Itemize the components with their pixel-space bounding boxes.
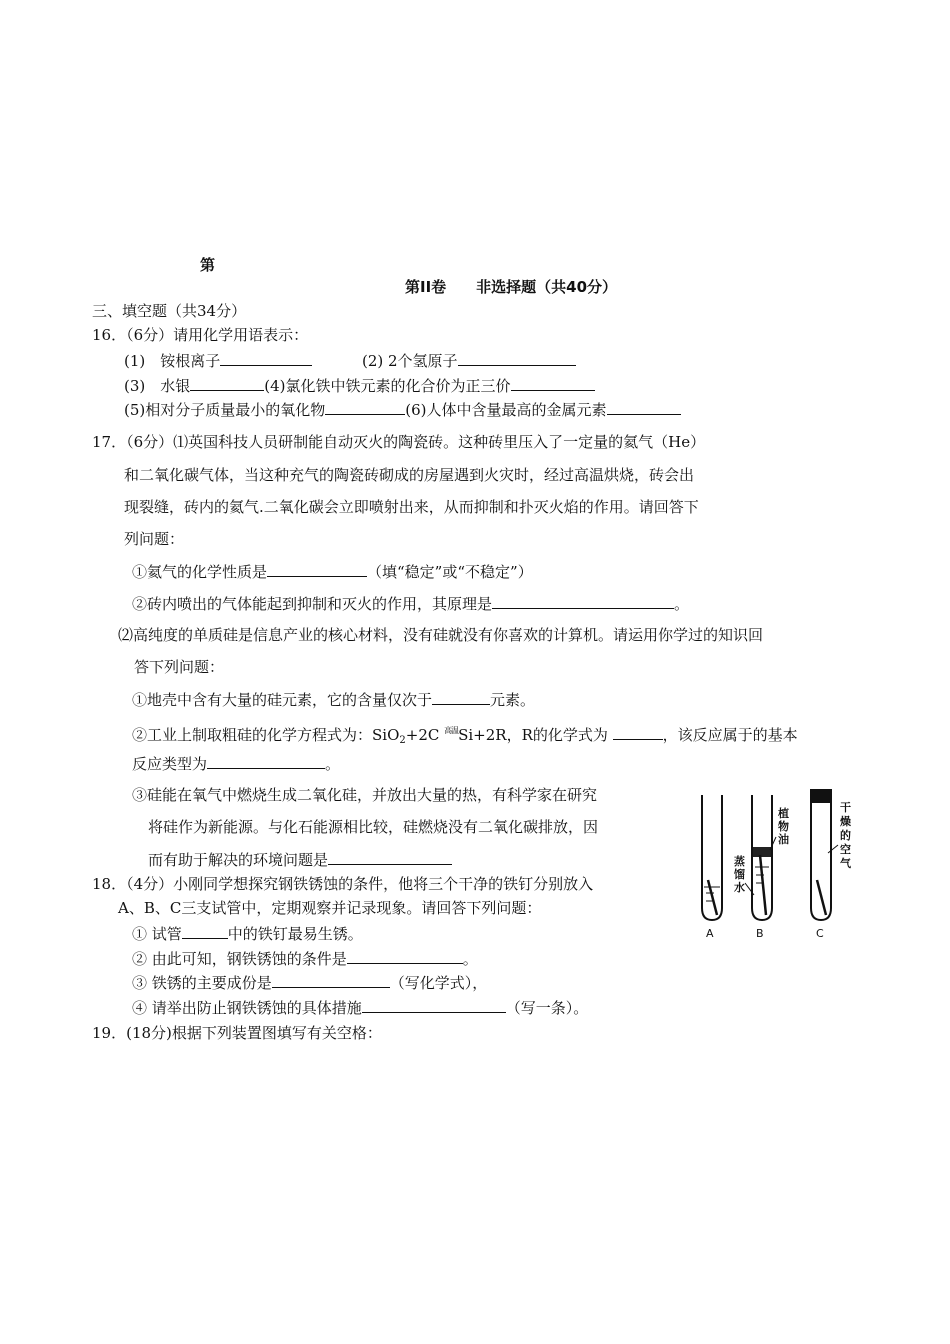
answer-blank[interactable] bbox=[182, 923, 228, 939]
answer-blank[interactable] bbox=[511, 375, 595, 391]
q17-part2-text: ⑵高纯度的单质硅是信息产业的核心材料，没有硅就没有你喜欢的计算机。请运用你学过的知识回 bbox=[118, 626, 764, 644]
answer-blank[interactable] bbox=[458, 350, 576, 366]
rust-experiment-figure bbox=[690, 775, 870, 940]
iron-nail bbox=[817, 880, 826, 915]
q19-stem: 19．(18分)根据下列装置图填写有关空格： bbox=[92, 1024, 382, 1042]
svg-text:空: 空 bbox=[840, 843, 851, 856]
svg-text:蒸: 蒸 bbox=[734, 855, 745, 868]
test-tube-a bbox=[702, 795, 722, 920]
answer-blank[interactable] bbox=[220, 350, 312, 366]
test-tube-c bbox=[810, 789, 832, 920]
q17-question-b2: ②工业上制取粗硅的化学方程式为：SiO$_2$+2C $^{高温}$Si+2R，R的化学式为 ，该反应属于的基本 bbox=[132, 726, 798, 746]
answer-blank[interactable] bbox=[607, 399, 681, 415]
q17-question-1: ①氦气的化学性质是 （填“稳定”或“不稳定”） bbox=[132, 563, 533, 581]
svg-text:气: 气 bbox=[840, 857, 851, 870]
q17-question-b3-cont: 将硅作为新能源。与化石能源相比较，硅燃烧没有二氧化碳排放，因 bbox=[148, 818, 599, 836]
q17-question-b1: ①地壳中含有大量的硅元素，它的含量仅次于 元素。 bbox=[132, 691, 536, 709]
answer-blank[interactable] bbox=[190, 375, 264, 391]
iron-nail bbox=[760, 855, 766, 915]
svg-text:燥: 燥 bbox=[840, 815, 851, 828]
figure-label-dry-air bbox=[839, 800, 852, 870]
q16-item-3: (3) 水银 (4)氯化铁中铁元素的化合价为正三价 bbox=[124, 375, 595, 396]
q16-item-5: (5)相对分子质量最小的氧化物 (6)人体中含量最高的金属元素 bbox=[124, 399, 681, 420]
answer-blank[interactable] bbox=[272, 972, 390, 988]
test-tube-b bbox=[752, 795, 772, 920]
q18-text-line: A、B、C三支试管中，定期观察并记录现象。请回答下列问题： bbox=[118, 899, 542, 917]
q17-question-2: ②砖内喷出的气体能起到抑制和灭火的作用，其原理是 。 bbox=[132, 595, 690, 613]
answer-blank[interactable] bbox=[492, 593, 674, 609]
answer-blank[interactable] bbox=[207, 753, 325, 769]
answer-blank[interactable] bbox=[267, 561, 367, 577]
q18-stem: 18．（4分）小刚同学想探究钢铁锈蚀的条件，他将三个干净的铁钉分别放入 bbox=[92, 875, 594, 893]
tube-label-b: B bbox=[756, 927, 764, 940]
q17-question-b3-cont: 而有助于解决的环境问题是 bbox=[148, 849, 452, 870]
answer-blank[interactable] bbox=[432, 689, 490, 705]
q18-question-3: ③ 铁锈的主要成份是 （写化学式）， bbox=[132, 974, 488, 992]
q16-stem: 16．（6分）请用化学用语表示： bbox=[92, 326, 309, 344]
q17-question-b3: ③硅能在氧气中燃烧生成二氧化硅，并放出大量的热，有科学家在研究 bbox=[132, 786, 598, 804]
section-title: 第II卷 非选择题（共40分） bbox=[405, 278, 618, 296]
answer-blank[interactable] bbox=[347, 948, 463, 964]
q18-question-1: ① 试管 中的铁钉最易生锈。 bbox=[132, 925, 363, 943]
figure-label-water bbox=[734, 854, 745, 894]
svg-text:干: 干 bbox=[840, 801, 851, 814]
answer-blank[interactable] bbox=[613, 724, 663, 740]
tube-label-a: A bbox=[706, 927, 714, 940]
answer-blank[interactable] bbox=[362, 997, 506, 1013]
svg-text:的: 的 bbox=[840, 829, 851, 842]
part-heading: 三、填空题（共34分） bbox=[92, 302, 247, 320]
q17-text-line: 和二氧化碳气体，当这种充气的陶瓷砖砌成的房屋遇到火灾时，经过高温烘烧，砖会出 bbox=[124, 466, 695, 484]
q17-stem: 17．（6分）⑴英国科技人员研制能自动灭火的陶瓷砖。这种砖里压入了一定量的氦气（He） bbox=[92, 433, 706, 451]
figure-label-oil bbox=[778, 806, 789, 846]
svg-text:植: 植 bbox=[778, 807, 789, 820]
stray-heading-char: 第 bbox=[200, 256, 216, 274]
q17-text-line: 列问题： bbox=[124, 530, 185, 548]
q17-part2-text: 答下列问题： bbox=[134, 658, 225, 676]
q17-question-b2-cont: 反应类型为 。 bbox=[132, 755, 341, 773]
q16-item-1: (1) 铵根离子 bbox=[124, 350, 312, 371]
oil-layer bbox=[753, 847, 771, 857]
svg-text:水: 水 bbox=[734, 881, 745, 894]
reaction-condition: 高温 bbox=[444, 726, 459, 735]
stopper bbox=[810, 789, 832, 803]
q16-item-2: (2) 2个氢原子 bbox=[362, 350, 576, 371]
svg-text:馏: 馏 bbox=[734, 868, 745, 881]
answer-blank[interactable] bbox=[325, 399, 405, 415]
answer-blank[interactable] bbox=[328, 849, 452, 865]
q17-text-line: 现裂缝，砖内的氦气.二氧化碳会立即喷射出来，从而抑制和扑灭火焰的作用。请回答下 bbox=[124, 498, 699, 516]
svg-text:油: 油 bbox=[778, 833, 789, 846]
iron-nail bbox=[708, 880, 717, 915]
q18-question-4: ④ 请举出防止钢铁锈蚀的具体措施 （写一条）。 bbox=[132, 999, 589, 1017]
q18-question-2: ② 由此可知，钢铁锈蚀的条件是 。 bbox=[132, 950, 478, 968]
svg-text:物: 物 bbox=[778, 820, 789, 833]
tube-label-c: C bbox=[816, 927, 824, 940]
